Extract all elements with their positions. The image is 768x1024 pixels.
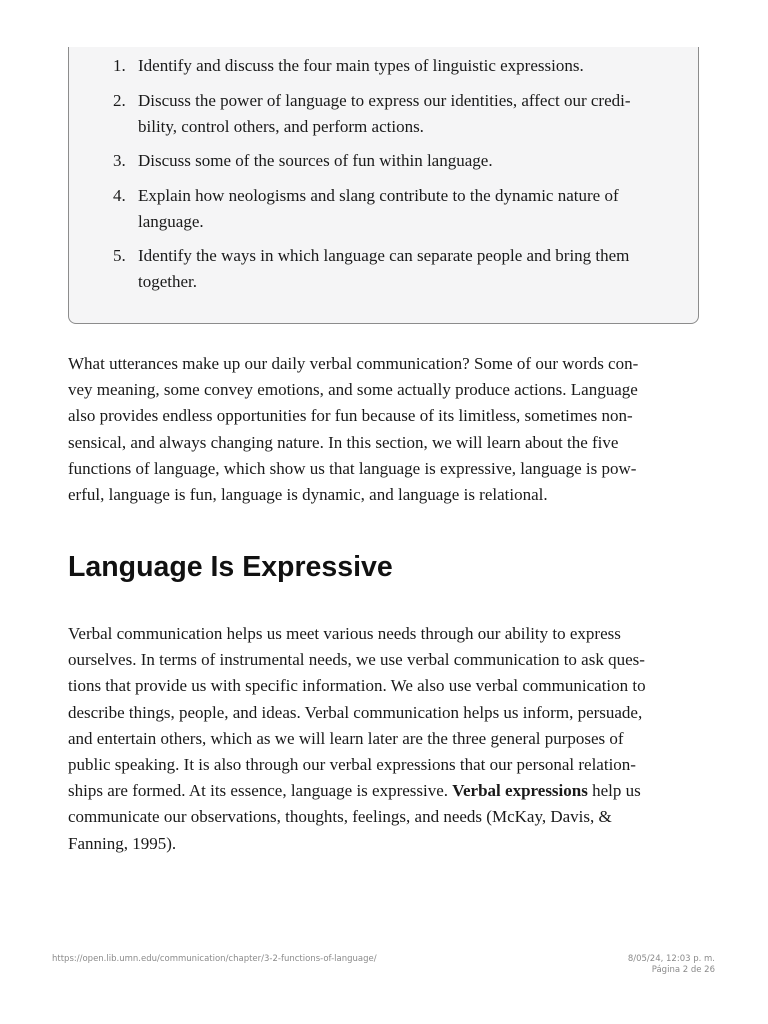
paragraph-line: describe things, people, and ideas. Verbal communication helps us inform, persuade,: [68, 702, 643, 722]
objective-text: Identify and discuss the four main types of linguistic expressions.: [138, 56, 584, 75]
paragraph-line: Verbal communication helps us meet various needs through our ability to express: [68, 624, 621, 643]
expressive-paragraph: [68, 621, 700, 857]
text-segment: ships are formed. At its essence, language is expressive.: [68, 781, 453, 801]
learning-objectives-box: [68, 47, 699, 324]
paragraph-line: ourselves. In terms of instrumental needs, we use verbal communication to ask ques-: [68, 650, 645, 670]
objective-text: Explain how neologisms and slang contribute to the dynamic nature of: [138, 185, 619, 205]
paragraph-line: functions of language, which show us that language is expressive, language is pow-: [68, 458, 637, 478]
paragraph-line: vey meaning, some convey emotions, and some actually produce actions. Language: [68, 380, 638, 400]
objective-number: 3.: [113, 151, 126, 170]
objective-text: together.: [138, 272, 198, 291]
footer-datetime: 8/05/24, 12:03 p. m.: [627, 954, 715, 964]
objectives-list: [113, 53, 693, 304]
paragraph-line: also provides endless opportunities for fun because of its limitless, sometimes non-: [68, 406, 633, 426]
paragraph-line: What utterances make up our daily verbal communication? Some of our words con-: [68, 354, 639, 373]
objective-item: [113, 148, 693, 174]
paragraph-line: erful, language is fun, language is dynamic, and language is relational.: [68, 485, 548, 505]
objective-text: Identify the ways in which language can separate people and bring them: [138, 246, 630, 265]
intro-paragraph: [68, 351, 700, 508]
footer-url: https://open.lib.umn.edu/communication/chapter/3-2-functions-of-language/: [52, 954, 377, 964]
objective-number: 1.: [113, 56, 126, 75]
footer-page-number: Página 2 de 26: [651, 965, 715, 975]
paragraph-line: communicate our observations, thoughts, feelings, and needs (McKay, Davis, &: [68, 807, 612, 827]
paragraph-line: public speaking. It is also through our verbal expressions that our personal relation-: [68, 755, 636, 775]
objective-text: bility, control others, and perform actions.: [138, 116, 424, 136]
objective-number: 4.: [113, 185, 126, 205]
paragraph-line: and entertain others, which as we will learn later are the three general purposes of: [68, 728, 624, 748]
paragraph-line: [68, 778, 700, 804]
key-term: Verbal expressions: [452, 781, 588, 801]
paragraph-line: sensical, and always changing nature. In this section, we will learn about the five: [68, 432, 619, 452]
paragraph-line: Fanning, 1995).: [68, 833, 177, 853]
text-segment: help us: [587, 781, 641, 801]
objective-number: 2.: [113, 90, 126, 110]
objective-text: Discuss some of the sources of fun within language.: [138, 151, 493, 170]
paragraph-line: tions that provide us with specific information. We also use verbal communication to: [68, 676, 646, 696]
objective-item: [113, 183, 693, 235]
objective-item: [113, 53, 693, 79]
objective-item: [113, 88, 693, 140]
objective-item: [113, 243, 693, 295]
footer-meta: [628, 954, 715, 976]
objective-text: language.: [138, 211, 204, 231]
section-heading: Language Is Expressive: [68, 551, 393, 583]
objective-text: Discuss the power of language to express our identities, affect our credi-: [138, 90, 631, 110]
objective-number: 5.: [113, 246, 126, 265]
